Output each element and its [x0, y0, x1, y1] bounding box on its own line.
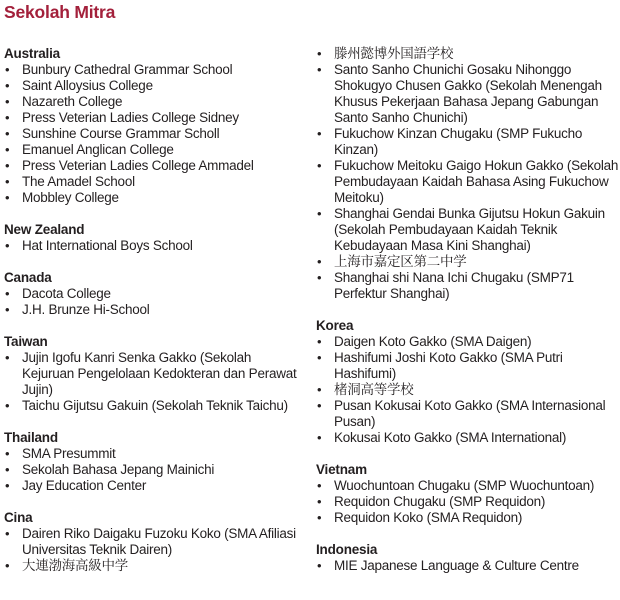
bullet-icon: •: [317, 62, 322, 77]
bullet-icon: •: [317, 398, 322, 413]
bullet-icon: •: [317, 510, 322, 525]
bullet-icon: •: [5, 446, 10, 461]
school-list-item: [4, 350, 304, 398]
bullet-icon: •: [317, 46, 322, 61]
school-name: Jay Education Center: [22, 478, 147, 493]
school-list-item: [4, 462, 304, 478]
country-heading: Thailand: [4, 430, 58, 445]
bullet-icon: •: [317, 382, 322, 397]
school-list-item: [4, 526, 304, 558]
school-name: Sunshine Course Grammar Scholl: [22, 126, 220, 141]
bullet-icon: •: [317, 206, 322, 221]
school-list: [4, 62, 304, 206]
school-list-item: [316, 494, 620, 510]
school-list-item: [316, 334, 620, 350]
school-list: [4, 286, 304, 318]
school-list-item: [4, 190, 304, 206]
bullet-icon: •: [5, 238, 10, 253]
school-list: [4, 446, 304, 494]
school-name: Taichu Gijutsu Gakuin (Sekolah Teknik Taichu): [22, 398, 288, 413]
school-name: Dairen Riko Daigaku Fuzoku Koko (SMA Afiliasi Universitas Teknik Dairen): [22, 526, 296, 557]
school-list-item: [4, 62, 304, 78]
bullet-icon: •: [5, 78, 10, 93]
school-name: The Amadel School: [22, 174, 135, 189]
school-list-item: [316, 398, 620, 430]
school-name: Kokusai Koto Gakko (SMA International): [334, 430, 567, 445]
bullet-icon: •: [317, 350, 322, 365]
school-list-item: [4, 558, 304, 574]
school-list-item: [4, 478, 304, 494]
school-name: Pusan Kokusai Koto Gakko (SMA Internasional Pusan): [334, 398, 606, 429]
bullet-icon: •: [317, 334, 322, 349]
school-list-item: [4, 302, 304, 318]
bullet-icon: •: [317, 478, 322, 493]
school-list-item: [4, 398, 304, 414]
country-heading: Indonesia: [316, 542, 378, 557]
bullet-icon: •: [5, 126, 10, 141]
school-list-item: [316, 478, 620, 494]
bullet-icon: •: [5, 174, 10, 189]
right-column: [316, 46, 620, 590]
school-list: [316, 46, 620, 302]
school-list-item: [316, 558, 620, 574]
school-name: Dacota College: [22, 286, 111, 301]
page-title: Sekolah Mitra: [4, 2, 116, 22]
school-list: [4, 238, 304, 254]
school-list-item: [4, 110, 304, 126]
school-name: 滕州懿博外国語学校: [334, 46, 454, 61]
country-section: [316, 462, 620, 526]
school-list-item: [316, 46, 620, 62]
school-name: Fukuchow Kinzan Chugaku (SMP Fukucho Kinzan): [334, 126, 583, 157]
school-list-item: [316, 62, 620, 126]
school-name: Shanghai shi Nana Ichi Chugaku (SMP71 Perfektur Shanghai): [334, 270, 574, 301]
country-heading: Vietnam: [316, 462, 367, 477]
country-section: [4, 270, 304, 318]
left-column: [4, 46, 304, 590]
school-list: [4, 350, 304, 414]
school-name: 楮洞高等学校: [334, 382, 414, 397]
bullet-icon: •: [5, 286, 10, 301]
school-list: [316, 334, 620, 446]
school-list-item: [316, 510, 620, 526]
bullet-icon: •: [5, 398, 10, 413]
school-name: 上海市嘉定区第二中学: [334, 254, 467, 269]
country-heading: Taiwan: [4, 334, 48, 349]
school-name: Daigen Koto Gakko (SMA Daigen): [334, 334, 532, 349]
country-heading: New Zealand: [4, 222, 85, 237]
school-list-item: [4, 126, 304, 142]
school-list: [316, 478, 620, 526]
country-heading: Australia: [4, 46, 60, 61]
country-heading: Canada: [4, 270, 52, 285]
bullet-icon: •: [5, 158, 10, 173]
country-section: [4, 222, 304, 254]
bullet-icon: •: [317, 126, 322, 141]
school-list-item: [4, 174, 304, 190]
school-name: Santo Sanho Chunichi Gosaku Nihonggo Shokugyo Chusen Gakko (Sekolah Menengah Khusus Pekerjaan Bahasa Jepang Gabungan Santo Sanho Chunichi): [334, 62, 602, 125]
school-list-item: [316, 382, 620, 398]
bullet-icon: •: [317, 158, 322, 173]
school-name: SMA Presummit: [22, 446, 116, 461]
school-list-item: [316, 206, 620, 254]
school-list-item: [316, 350, 620, 382]
school-name: 大連渤海高級中学: [22, 558, 128, 573]
bullet-icon: •: [317, 270, 322, 285]
bullet-icon: •: [5, 558, 10, 573]
school-name: Press Veterian Ladies College Sidney: [22, 110, 239, 125]
country-section: [4, 510, 304, 574]
country-section: [4, 430, 304, 494]
bullet-icon: •: [5, 478, 10, 493]
school-list-item: [4, 142, 304, 158]
school-name: Wuochuntoan Chugaku (SMP Wuochuntoan): [334, 478, 595, 493]
school-name: Fukuchow Meitoku Gaigo Hokun Gakko (Sekolah Pembudayaan Kaidah Bahasa Asing Fukuchow Meitoku): [334, 158, 619, 205]
bullet-icon: •: [5, 142, 10, 157]
school-name: J.H. Brunze Hi-School: [22, 302, 150, 317]
school-list-item: [4, 446, 304, 462]
bullet-icon: •: [5, 462, 10, 477]
bullet-icon: •: [5, 94, 10, 109]
bullet-icon: •: [5, 62, 10, 77]
country-section: [4, 334, 304, 414]
bullet-icon: •: [5, 190, 10, 205]
country-heading: Cina: [4, 510, 33, 525]
country-section: [316, 542, 620, 574]
school-list-item: [316, 254, 620, 270]
country-heading: Korea: [316, 318, 354, 333]
school-name: Jujin Igofu Kanri Senka Gakko (Sekolah Kejuruan Pengelolaan Kedokteran dan Perawat Jujin): [22, 350, 297, 397]
school-list-item: [316, 126, 620, 158]
bullet-icon: •: [5, 350, 10, 365]
school-list-item: [4, 94, 304, 110]
school-name: MIE Japanese Language & Culture Centre: [334, 558, 579, 573]
school-name: Saint Alloysius College: [22, 78, 153, 93]
bullet-icon: •: [5, 110, 10, 125]
school-list: [4, 526, 304, 574]
bullet-icon: •: [317, 494, 322, 509]
country-section: [316, 318, 620, 446]
school-name: Hashifumi Joshi Koto Gakko (SMA Putri Hashifumi): [334, 350, 563, 381]
school-list-item: [316, 158, 620, 206]
school-list-item: [4, 78, 304, 94]
bullet-icon: •: [317, 558, 322, 573]
bullet-icon: •: [317, 254, 322, 269]
school-list-item: [4, 238, 304, 254]
school-list-item: [4, 286, 304, 302]
bullet-icon: •: [5, 302, 10, 317]
school-list-item: [316, 270, 620, 302]
school-name: Emanuel Anglican College: [22, 142, 174, 157]
school-name: Requidon Chugaku (SMP Requidon): [334, 494, 546, 509]
school-name: Mobbley College: [22, 190, 119, 205]
school-list-item: [316, 430, 620, 446]
country-section: [4, 46, 304, 206]
school-name: Press Veterian Ladies College Ammadel: [22, 158, 254, 173]
school-name: Nazareth College: [22, 94, 123, 109]
school-name: Requidon Koko (SMA Requidon): [334, 510, 523, 525]
school-name: Shanghai Gendai Bunka Gijutsu Hokun Gakuin (Sekolah Pembudayaan Kaidah Teknik Kebudayaan Masa Kini Shanghai): [334, 206, 605, 253]
school-name: Sekolah Bahasa Jepang Mainichi: [22, 462, 215, 477]
school-list-item: [4, 158, 304, 174]
bullet-icon: •: [5, 526, 10, 541]
bullet-icon: •: [317, 430, 322, 445]
country-section: [316, 46, 620, 302]
school-name: Bunbury Cathedral Grammar School: [22, 62, 233, 77]
school-list: [316, 558, 620, 574]
school-name: Hat International Boys School: [22, 238, 193, 253]
